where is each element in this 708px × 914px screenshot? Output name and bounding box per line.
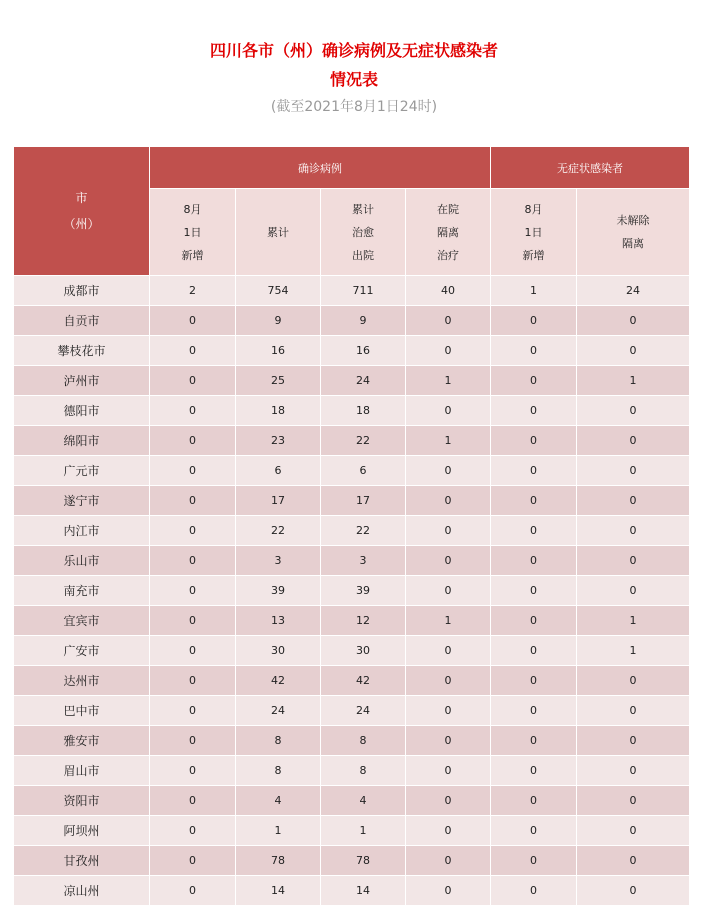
cell-hosp: 0: [406, 396, 491, 426]
cell-total: 4: [236, 786, 321, 816]
table-row: [14, 726, 690, 756]
cell-asym-iso: 0: [577, 456, 690, 486]
cell-cured: 16: [321, 336, 406, 366]
cell-asym-new: 0: [491, 816, 577, 846]
cell-city: 自贡市: [14, 306, 150, 336]
table-row: [14, 426, 690, 456]
header-new-line: 新增: [181, 248, 204, 262]
cell-asym-iso: 1: [577, 606, 690, 636]
cell-asym-iso: 0: [577, 396, 690, 426]
cell-cured: 711: [321, 276, 406, 306]
cell-total: 78: [236, 846, 321, 876]
cell-asym-new: 0: [491, 846, 577, 876]
cell-total: 8: [236, 756, 321, 786]
cell-new: 0: [150, 576, 236, 606]
header-new-line: 1日: [183, 225, 202, 239]
cell-city: 阿坝州: [14, 816, 150, 846]
header-hosp-line: 隔离: [437, 225, 459, 239]
cell-hosp: 0: [406, 636, 491, 666]
header-confirmed-group: 确诊病例: [150, 147, 491, 189]
header-asym-new: [491, 189, 577, 276]
cell-hosp: 0: [406, 306, 491, 336]
header-cured: [321, 189, 406, 276]
cell-asym-iso: 0: [577, 876, 690, 906]
header-new-line: 8月: [183, 202, 202, 216]
cell-city: 德阳市: [14, 396, 150, 426]
cell-city: 乐山市: [14, 546, 150, 576]
cell-cured: 30: [321, 636, 406, 666]
cell-total: 17: [236, 486, 321, 516]
header-hosp-line: 在院: [437, 202, 459, 216]
cell-asym-iso: 0: [577, 786, 690, 816]
header-cured-line: 出院: [352, 248, 374, 262]
cell-asym-iso: 0: [577, 666, 690, 696]
cell-new: 0: [150, 396, 236, 426]
cell-city: 雅安市: [14, 726, 150, 756]
cell-total: 42: [236, 666, 321, 696]
cell-asym-new: 0: [491, 306, 577, 336]
cell-new: 0: [150, 306, 236, 336]
cell-asym-iso: 0: [577, 486, 690, 516]
header-asym-new-line: 8月: [524, 202, 543, 216]
cell-asym-new: 0: [491, 546, 577, 576]
table-row: [14, 606, 690, 636]
cell-new: 0: [150, 426, 236, 456]
table-row: [14, 756, 690, 786]
cell-new: 0: [150, 606, 236, 636]
cell-asym-iso: 0: [577, 306, 690, 336]
header-total: 累计: [236, 189, 321, 276]
cell-hosp: 40: [406, 276, 491, 306]
cell-city: 遂宁市: [14, 486, 150, 516]
cell-cured: 78: [321, 846, 406, 876]
cell-total: 24: [236, 696, 321, 726]
stats-table: [13, 146, 690, 906]
table-row: [14, 306, 690, 336]
header-new: [150, 189, 236, 276]
cell-asym-iso: 0: [577, 726, 690, 756]
cell-asym-new: 1: [491, 276, 577, 306]
cell-cured: 8: [321, 726, 406, 756]
cell-new: 0: [150, 336, 236, 366]
cell-cured: 18: [321, 396, 406, 426]
cell-new: 0: [150, 366, 236, 396]
cell-asym-new: 0: [491, 606, 577, 636]
cell-cured: 24: [321, 366, 406, 396]
table-row: [14, 276, 690, 306]
cell-asym-iso: 0: [577, 516, 690, 546]
cell-asym-new: 0: [491, 396, 577, 426]
cell-city: 资阳市: [14, 786, 150, 816]
page-title-line2: 情况表: [329, 70, 378, 89]
cell-cured: 6: [321, 456, 406, 486]
table-row: [14, 876, 690, 906]
page-title: 四川各市（州）确诊病例及无症状感染者: [209, 41, 498, 60]
cell-city: 成都市: [14, 276, 150, 306]
cell-cured: 8: [321, 756, 406, 786]
cell-hosp: 1: [406, 606, 491, 636]
cell-city: 泸州市: [14, 366, 150, 396]
cell-asym-new: 0: [491, 786, 577, 816]
cell-new: 2: [150, 276, 236, 306]
cell-city: 凉山州: [14, 876, 150, 906]
cell-new: 0: [150, 756, 236, 786]
cell-total: 3: [236, 546, 321, 576]
cell-new: 0: [150, 876, 236, 906]
cell-asym-new: 0: [491, 366, 577, 396]
cell-asym-new: 0: [491, 486, 577, 516]
cell-hosp: 0: [406, 486, 491, 516]
cell-total: 39: [236, 576, 321, 606]
cell-total: 30: [236, 636, 321, 666]
cell-asym-new: 0: [491, 456, 577, 486]
cell-asym-iso: 1: [577, 636, 690, 666]
cell-new: 0: [150, 666, 236, 696]
table-row: [14, 696, 690, 726]
cell-asym-new: 0: [491, 426, 577, 456]
cell-new: 0: [150, 786, 236, 816]
cell-asym-new: 0: [491, 516, 577, 546]
cell-new: 0: [150, 726, 236, 756]
header-asym-iso-line: 未解除: [616, 214, 650, 227]
table-row: [14, 816, 690, 846]
table-row: [14, 336, 690, 366]
cell-hosp: 0: [406, 756, 491, 786]
cell-asym-iso: 0: [577, 336, 690, 366]
header-asym-iso-line: 隔离: [622, 237, 644, 250]
cell-asym-new: 0: [491, 576, 577, 606]
cell-hosp: 0: [406, 786, 491, 816]
cell-city: 广元市: [14, 456, 150, 486]
cell-asym-iso: 0: [577, 846, 690, 876]
cell-asym-iso: 0: [577, 576, 690, 606]
cell-total: 8: [236, 726, 321, 756]
cell-city: 南充市: [14, 576, 150, 606]
header-cured-line: 累计: [352, 202, 374, 216]
cell-cured: 1: [321, 816, 406, 846]
cell-cured: 22: [321, 426, 406, 456]
cell-asym-iso: 0: [577, 756, 690, 786]
cell-city: 巴中市: [14, 696, 150, 726]
table-row: [14, 516, 690, 546]
cell-asym-iso: 24: [577, 276, 690, 306]
cell-asym-new: 0: [491, 636, 577, 666]
cell-city: 绵阳市: [14, 426, 150, 456]
header-city: [14, 147, 150, 276]
cell-new: 0: [150, 456, 236, 486]
cell-cured: 24: [321, 696, 406, 726]
cell-cured: 22: [321, 516, 406, 546]
cell-new: 0: [150, 636, 236, 666]
table-row: [14, 666, 690, 696]
cell-asym-new: 0: [491, 726, 577, 756]
cell-hosp: 0: [406, 456, 491, 486]
cell-total: 6: [236, 456, 321, 486]
header-city-label: 市: [75, 191, 88, 205]
cell-hosp: 0: [406, 726, 491, 756]
cell-total: 754: [236, 276, 321, 306]
cell-new: 0: [150, 546, 236, 576]
header-city-sub: （州）: [63, 217, 100, 231]
table-row: [14, 576, 690, 606]
cell-new: 0: [150, 846, 236, 876]
cell-cured: 9: [321, 306, 406, 336]
cell-asym-new: 0: [491, 876, 577, 906]
cell-total: 13: [236, 606, 321, 636]
cell-total: 9: [236, 306, 321, 336]
cell-hosp: 1: [406, 426, 491, 456]
cell-total: 18: [236, 396, 321, 426]
cell-new: 0: [150, 516, 236, 546]
cell-cured: 42: [321, 666, 406, 696]
cell-new: 0: [150, 816, 236, 846]
cell-city: 攀枝花市: [14, 336, 150, 366]
cell-city: 内江市: [14, 516, 150, 546]
table-row: [14, 546, 690, 576]
cell-hosp: 0: [406, 846, 491, 876]
header-asym-isolation: [577, 189, 690, 276]
cell-asym-iso: 1: [577, 366, 690, 396]
cell-hosp: 0: [406, 516, 491, 546]
header-hosp-line: 治疗: [437, 248, 459, 262]
table-row: [14, 846, 690, 876]
cell-new: 0: [150, 486, 236, 516]
cell-asym-iso: 0: [577, 696, 690, 726]
cell-cured: 14: [321, 876, 406, 906]
cell-asym-iso: 0: [577, 426, 690, 456]
cell-cured: 3: [321, 546, 406, 576]
cell-total: 22: [236, 516, 321, 546]
cell-city: 达州市: [14, 666, 150, 696]
table-row: [14, 636, 690, 666]
cell-new: 0: [150, 696, 236, 726]
table-row: [14, 396, 690, 426]
cell-total: 1: [236, 816, 321, 846]
cell-cured: 39: [321, 576, 406, 606]
header-cured-line: 治愈: [352, 225, 374, 239]
cell-asym-iso: 0: [577, 546, 690, 576]
cell-hosp: 0: [406, 576, 491, 606]
cell-hosp: 1: [406, 366, 491, 396]
cell-asym-new: 0: [491, 666, 577, 696]
cell-total: 16: [236, 336, 321, 366]
table-body: [14, 276, 690, 906]
header-asymptomatic-group: 无症状感染者: [491, 147, 690, 189]
header-hospitalized: [406, 189, 491, 276]
table-row: [14, 786, 690, 816]
table-row: [14, 366, 690, 396]
cell-total: 25: [236, 366, 321, 396]
cell-hosp: 0: [406, 546, 491, 576]
page-subtitle: (截至2021年8月1日24时): [270, 99, 438, 115]
cell-hosp: 0: [406, 816, 491, 846]
cell-hosp: 0: [406, 696, 491, 726]
cell-total: 23: [236, 426, 321, 456]
cell-cured: 4: [321, 786, 406, 816]
cell-asym-iso: 0: [577, 816, 690, 846]
cell-total: 14: [236, 876, 321, 906]
cell-city: 眉山市: [14, 756, 150, 786]
cell-cured: 17: [321, 486, 406, 516]
cell-asym-new: 0: [491, 756, 577, 786]
cell-hosp: 0: [406, 876, 491, 906]
cell-city: 甘孜州: [14, 846, 150, 876]
cell-hosp: 0: [406, 666, 491, 696]
cell-city: 广安市: [14, 636, 150, 666]
header-asym-new-line: 1日: [524, 225, 543, 239]
table-row: [14, 456, 690, 486]
cell-asym-new: 0: [491, 336, 577, 366]
table-row: [14, 486, 690, 516]
cell-cured: 12: [321, 606, 406, 636]
header-asym-new-line: 新增: [522, 248, 545, 262]
cell-asym-new: 0: [491, 696, 577, 726]
cell-hosp: 0: [406, 336, 491, 366]
cell-city: 宜宾市: [14, 606, 150, 636]
